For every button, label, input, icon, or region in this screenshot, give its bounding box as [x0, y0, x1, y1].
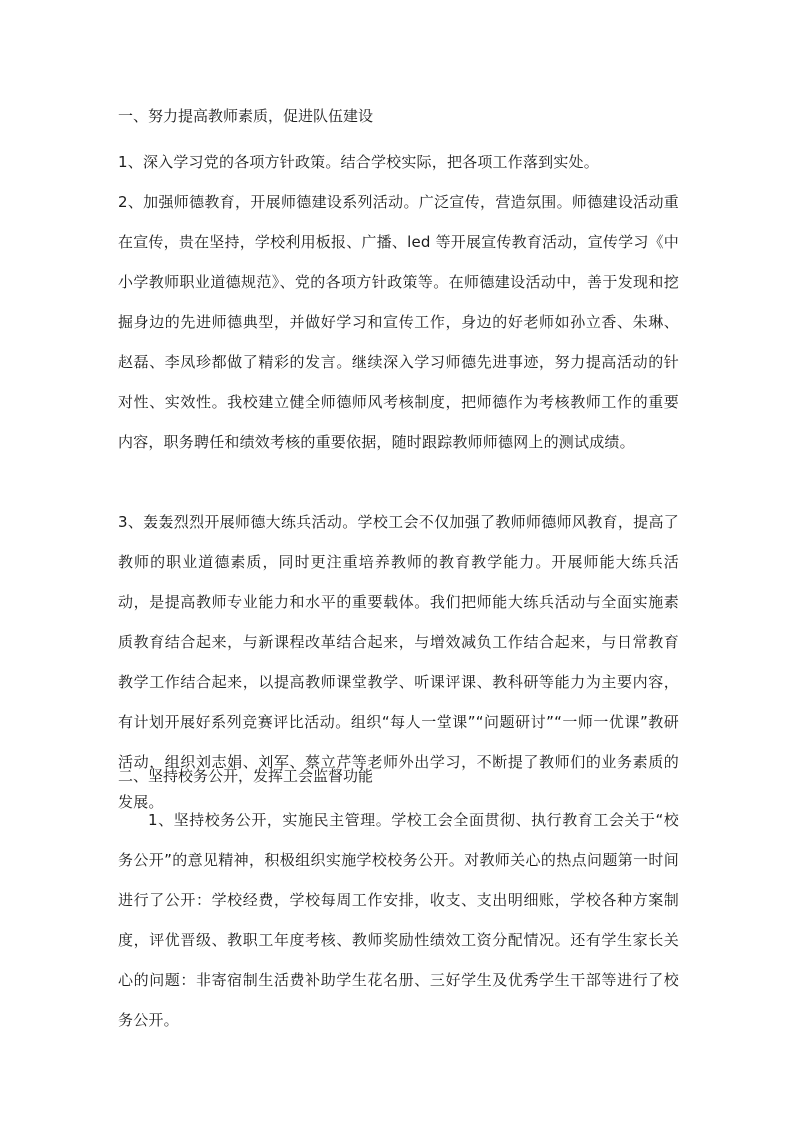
- paragraph-2: 2、加强师德教育，开展师德建设系列活动。广泛宣传，营造氛围。师德建设活动重在宣传，贵在坚持，学校利用板报、广播、led 等开展宣传教育活动，宣传学习《中小学教师职业道德规范》、党的各项方针政策等。在师德建设活动中，善于发现和挖掘身边的先进师德典型，并做好学习和宣传工作，身边的好老师如孙立香、朱琳、赵磊、李凤珍都做了精彩的发言。继续深入学习师德先进事迹，努力提高活动的针对性、实效性。我校建立健全师德师风考核制度，把师德作为考核教师工作的重要内容，职务聘任和绩效考核的重要依据，随时跟踪教师师德网上的测试成绩。: [118, 193, 679, 451]
- paragraph-1: 1、深入学习党的各项方针政策。结合学校实际，把各项工作落到实处。: [118, 153, 599, 171]
- paragraph-4: 1、坚持校务公开，实施民主管理。学校工会全面贯彻、执行教育工会关于“校务公开”的意见精神，积极组织实施学校校务公开。对教师关心的热点问题第一时间进行了公开：学校经费，学校每周工作安排，收支、支出明细账，学校各种方案制度，评优晋级、教职工年度考核、教师奖励性绩效工资分配情况。还有学生家长关心的问题：非寄宿制生活费补助学生花名册、三好学生及优秀学生干部等进行了校务公开。: [118, 811, 679, 1029]
- paragraph-3: 3、轰轰烈烈开展师德大练兵活动。学校工会不仅加强了教师师德师风教育，提高了教师的职业道德素质，同时更注重培养教师的教育教学能力。开展师能大练兵活动，是提高教师专业能力和水平的重要载体。我们把师能大练兵活动与全面实施素质教育结合起来，与新课程改革结合起来，与增效减负工作结合起来，与日常教育教学工作结合起来，以提高教师课堂教学、听课评课、教科研等能力为主要内容，有计划开展好系列竞赛评比活动。组织“每人一堂课”“问题研讨”“一师一优课”教研活动，组织刘志娟、刘军、蔡立芹等老师外出学习，不断提了教师们的业务素质的发展。: [118, 513, 679, 811]
- section-heading-2: 二、坚持校务公开，发挥工会监督功能: [118, 767, 374, 785]
- section-heading-1: 一、努力提高教师素质，促进队伍建设: [118, 107, 374, 125]
